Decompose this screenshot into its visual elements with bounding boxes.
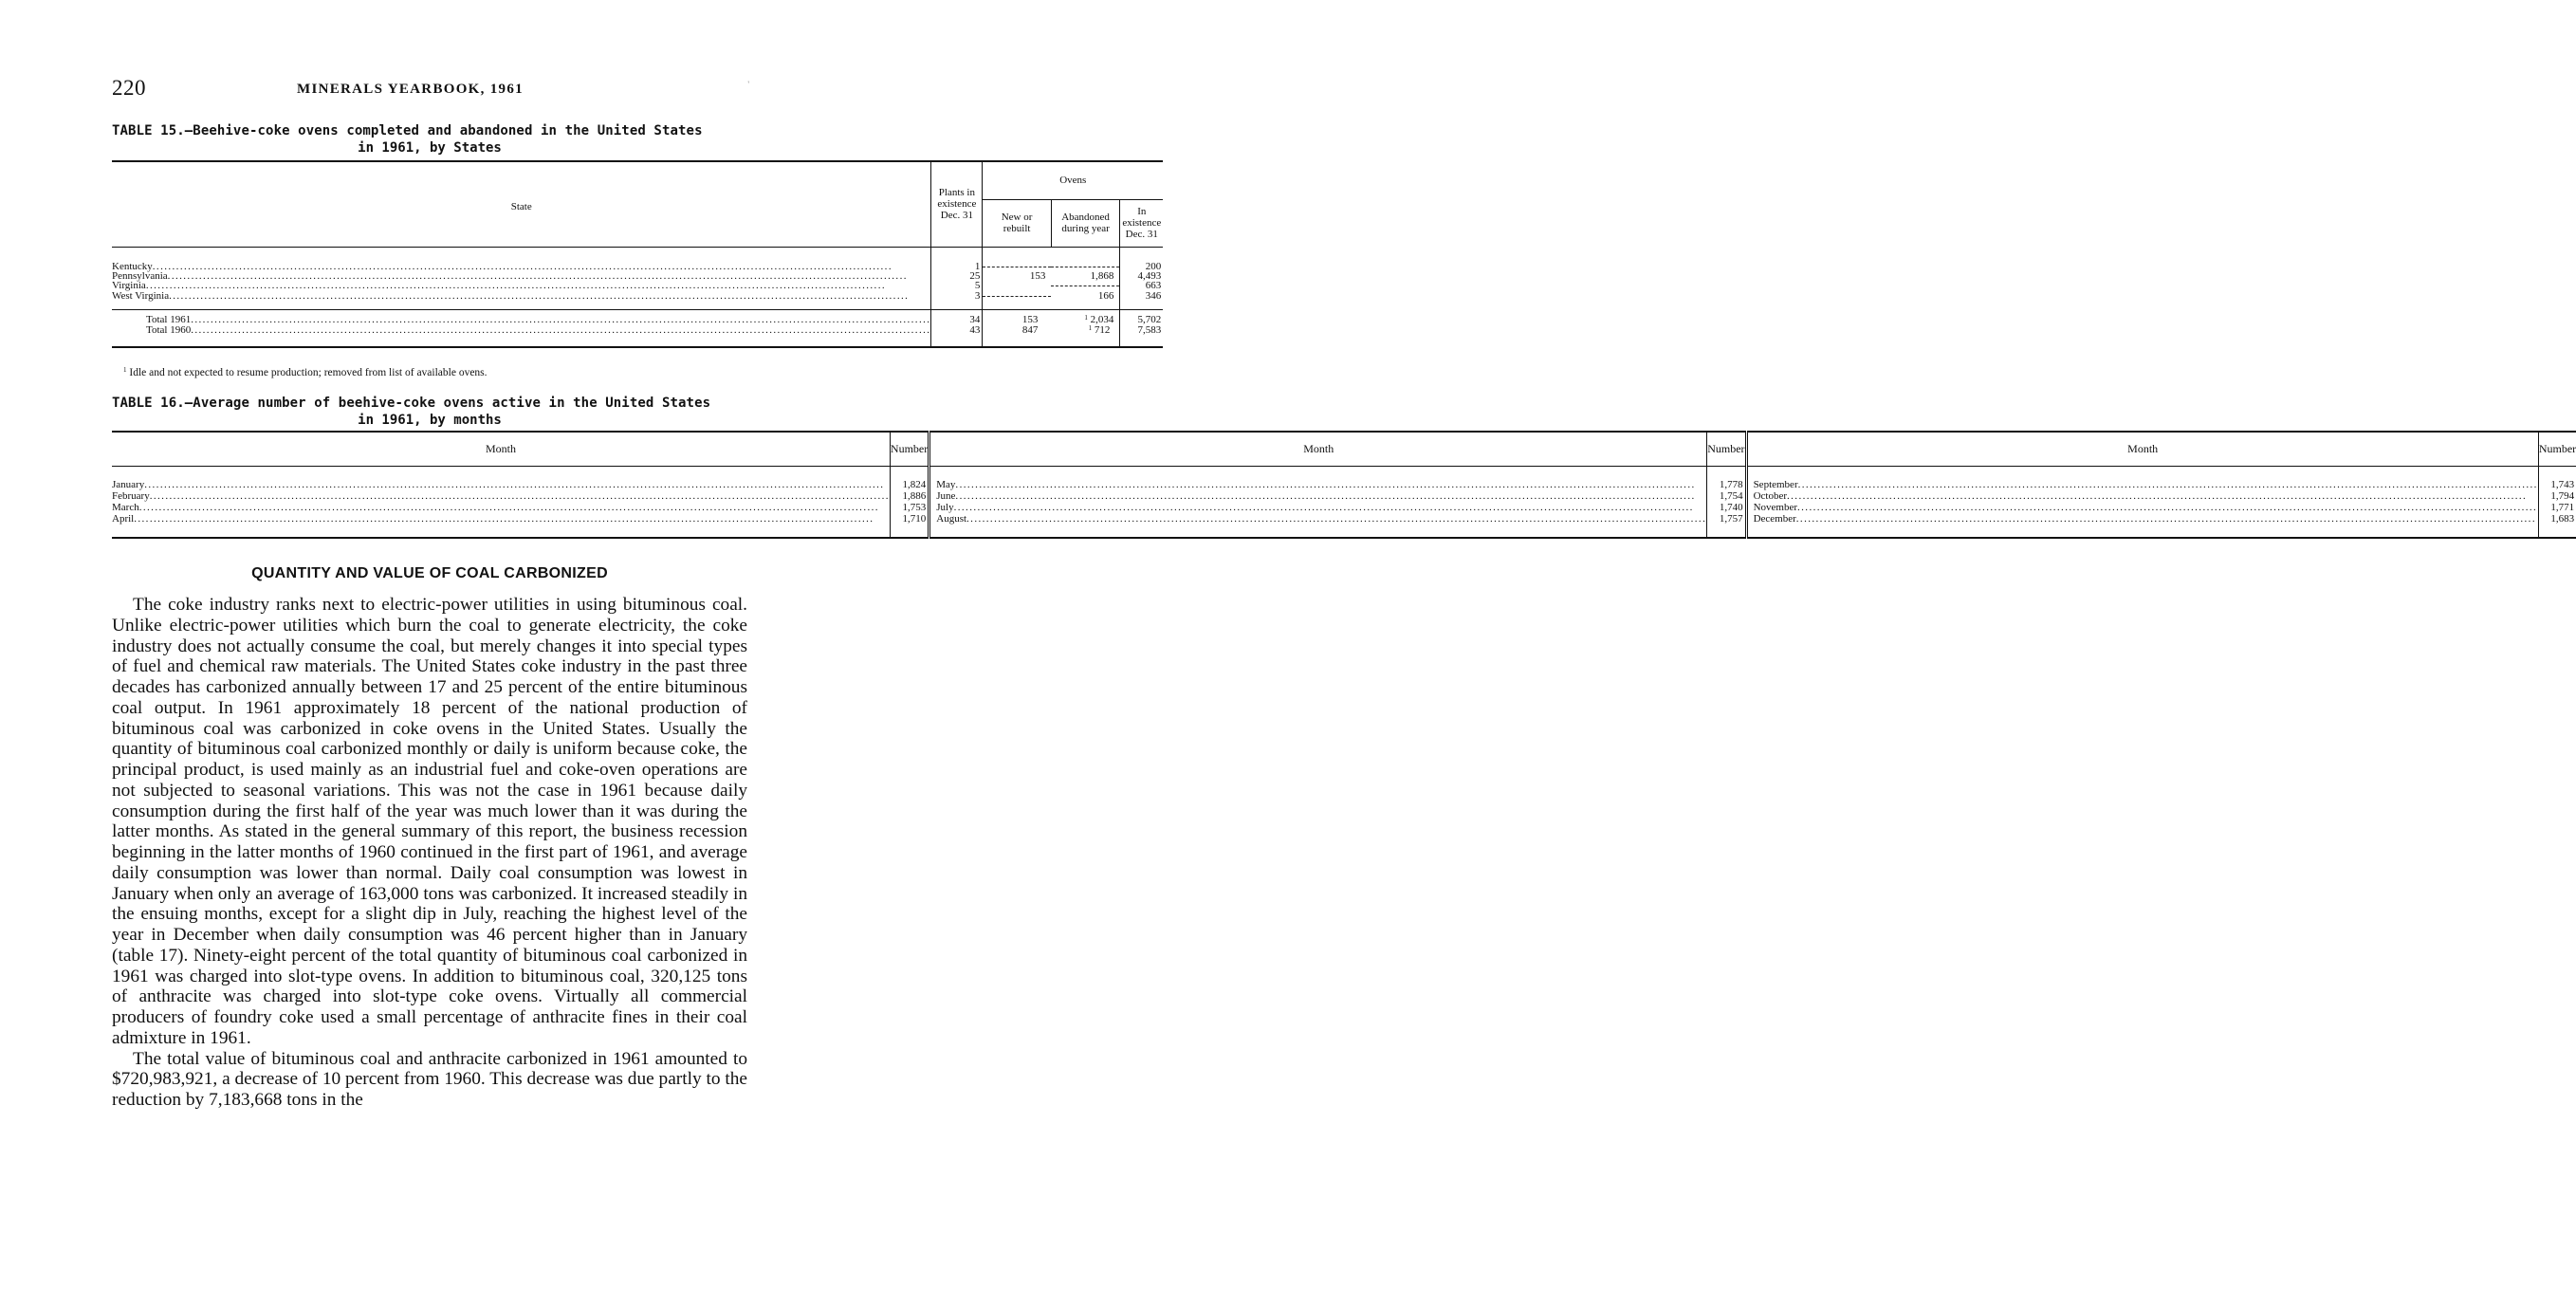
month-label: June .....: [936, 490, 1706, 502]
col-header-month: Month: [112, 432, 890, 466]
table-row: [112, 502, 2576, 513]
table-row: [112, 290, 1163, 302]
col-header-existence: In existence Dec. 31: [1120, 199, 1163, 247]
cell-existence: 4,493: [1120, 271, 1163, 281]
table-row: [112, 262, 1163, 271]
cell-new: 847: [983, 325, 1052, 336]
table-row: [112, 315, 1163, 325]
month-value: 1,771: [2538, 502, 2576, 513]
footnote-ref: 1: [1088, 324, 1093, 332]
cell-abandoned: [1051, 325, 1120, 336]
cell-plants: 3: [931, 290, 983, 302]
cell-plants: 5: [931, 281, 983, 290]
month-label: July .....: [936, 502, 1706, 513]
cell-new: 153: [983, 271, 1052, 281]
col-header-month: Month: [1746, 432, 2538, 466]
col-header-number: Number: [2538, 432, 2576, 466]
month-value: 1,754: [1707, 490, 1746, 502]
cell-existence: 200: [1120, 262, 1163, 271]
cell-new-empty: [983, 281, 1052, 290]
state-name: Pennsylvania .....: [112, 271, 930, 281]
state-name: Virginia .....: [112, 281, 930, 290]
cell-existence: 7,583: [1120, 325, 1163, 336]
month-value: 1,778: [1707, 479, 1746, 490]
cell-plants: 1: [931, 262, 983, 271]
page-header: [112, 76, 747, 104]
month-label: February .....: [112, 490, 890, 502]
month-value: 1,740: [1707, 502, 1746, 513]
table16-title-line1: TABLE 16.—Average number of beehive-coke ovens active in the United States: [112, 396, 711, 411]
month-label: September .....: [1754, 479, 2538, 490]
cell-abandoned: 1,868: [1090, 270, 1114, 282]
col-header-plants: Plants in existence Dec. 31: [931, 161, 983, 247]
cell-plants: 34: [931, 315, 983, 325]
table-row: [112, 281, 1163, 290]
col-header-number: Number: [1707, 432, 1746, 466]
col-header-number: Number: [890, 432, 929, 466]
state-name: Kentucky .....: [112, 262, 930, 271]
paragraph: The total value of bituminous coal and anthracite carbonized in 1961 amounted to $720,983,921, a decrease of 10 percent from 1960. This decrease was due partly to the reduction by 7,183,668 tons in the: [112, 1048, 748, 1110]
month-label: March .....: [112, 502, 890, 513]
footnote-text: Idle and not expected to resume production; removed from list of available ovens.: [129, 367, 488, 378]
table-row: [112, 325, 1163, 336]
col-header-state: State: [112, 161, 931, 247]
cell-new: 153: [983, 315, 1052, 325]
col-header-new: New or rebuilt: [983, 199, 1052, 247]
body-text: [112, 595, 747, 1111]
table15-title-line2: in 1961, by States: [358, 140, 502, 156]
month-value: 1,824: [890, 479, 929, 490]
table15-title-line1: TABLE 15.—Beehive-coke ovens completed and abandoned in the United States: [112, 123, 703, 138]
cell-plants: 25: [931, 271, 983, 281]
cell-abandoned-empty: [1051, 281, 1120, 290]
month-label: October .....: [1754, 490, 2538, 502]
month-label: August .....: [936, 513, 1706, 525]
cell-plants: 43: [931, 325, 983, 336]
month-label: December .....: [1754, 513, 2538, 525]
month-value: 1,757: [1707, 513, 1746, 525]
cell-existence: 5,702: [1120, 315, 1163, 325]
section-heading: QUANTITY AND VALUE OF COAL CARBONIZED: [251, 565, 608, 581]
month-label: January .....: [112, 479, 890, 490]
table16-title: [112, 395, 747, 429]
cell-existence: 346: [1120, 290, 1163, 302]
table-row: [112, 490, 2576, 502]
col-header-ovens: Ovens: [983, 161, 1163, 199]
table16: [112, 431, 2576, 539]
month-value: 1,710: [890, 513, 929, 525]
running-title: MINERALS YEARBOOK, 1961: [297, 82, 524, 97]
footnote-ref: 1: [1084, 314, 1088, 322]
table15: [112, 160, 1163, 348]
footnote-marker: 1: [123, 366, 127, 374]
table16-title-line2: in 1961, by months: [358, 413, 502, 428]
table15-footnote: [123, 367, 488, 378]
paragraph: The coke industry ranks next to electric-power utilities in using bituminous coal. Unlike electric-power utilities which burn the coal to generate electricity, the coke industry does not actually consume the coal, but merely changes it into special types of fuel and chemical raw materials. The United States coke industry in the past three decades has carbonized annually between 17 and 25 percent of the entire bituminous coal output. In 1961 approximately 18 percent of the national production of bituminous coal was carbonized in coke ovens in the United States. Usually the quantity of bituminous coal carbonized monthly or daily is uniform because coke, the principal product, is used mainly as an industrial fuel and coke-oven operations are not subjected to seasonal variations. This was not the case in 1961 because daily consumption during the first half of the year was much lower than it was during the latter months. As stated in the general summary of this report, the business recession beginning in the latter months of 1960 continued in the first part of 1961, and average daily consumption was lower than normal. Daily coal consumption was lowest in January when only an average of 163,000 tons was carbonized. It increased steadily in the ensuing months, except for a slight dip in July, reaching the highest level of the year in December when daily consumption was 46 percent higher than in January (table 17). Ninety-eight percent of the total quantity of bituminous coal carbonized in 1961 was charged into slot-type ovens. In addition to bituminous coal, 320,125 tons of anthracite was charged into slot-type coke ovens. Virtually all commercial producers of foundry coke used a small percentage of anthracite fines in their coal admixture in 1961.: [112, 595, 747, 1048]
month-label: May .....: [936, 479, 1706, 490]
cell-existence: 663: [1120, 281, 1163, 290]
total-label: Total 1961 .....: [146, 315, 930, 325]
table15-title: [112, 122, 747, 157]
cell-new-empty: [983, 290, 1052, 302]
cell-abandoned-value: 2,034: [1090, 314, 1114, 325]
month-value: 1,886: [890, 490, 929, 502]
col-header-month: Month: [929, 432, 1707, 466]
month-label: November .....: [1754, 502, 2538, 513]
month-value: 1,683: [2538, 513, 2576, 525]
table-row: [112, 513, 2576, 525]
month-value: 1,753: [890, 502, 929, 513]
state-name: West Virginia .....: [112, 290, 930, 302]
table-row: [112, 479, 2576, 490]
total-label: Total 1960 .....: [146, 325, 930, 336]
page-number: 220: [112, 76, 146, 100]
month-value: 1,743: [2538, 479, 2576, 490]
corner-mark: ': [747, 80, 749, 89]
table-row: [112, 271, 1163, 281]
col-header-abandoned: Abandoned during year: [1051, 199, 1120, 247]
month-value: 1,794: [2538, 490, 2576, 502]
month-label: April .....: [112, 513, 890, 525]
cell-abandoned-value: 712: [1094, 324, 1111, 336]
cell-abandoned: 166: [1097, 290, 1114, 302]
